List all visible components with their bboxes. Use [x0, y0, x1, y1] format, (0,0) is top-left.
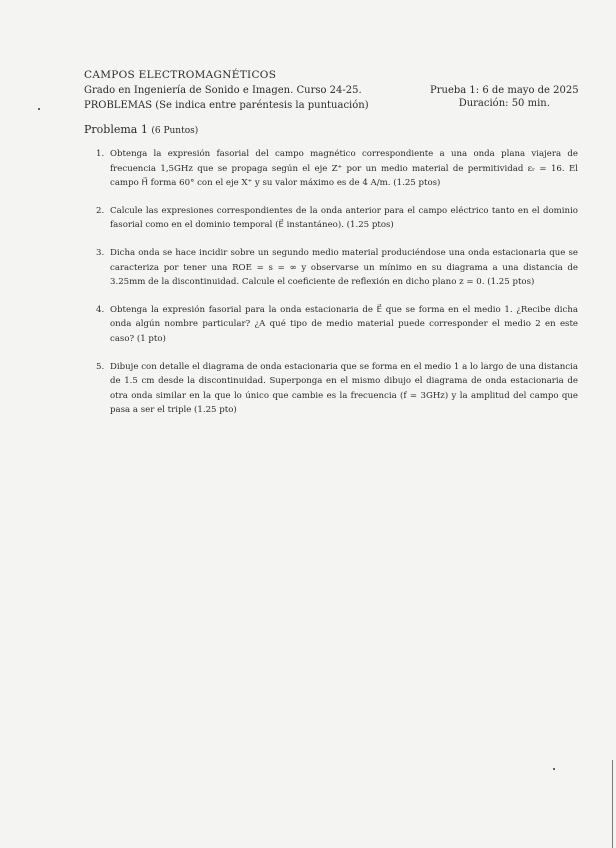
- question-text: Obtenga la expresión fasorial para la onda estacionaria de E⃗ que se forma en el medio 1. ¿Recibe dicha onda algún nombre particular? ¿A qué tipo de medio material puede corresponder el medio 2 en este caso? (1 pto): [110, 304, 578, 344]
- question-text: Dicha onda se hace incidir sobre un segundo medio material produciéndose una onda estacionaria que se caracteriza por tener una ROE = s = ∞ y observarse un mínimo en su diagrama a una distancia de 3.25mm de la discontinuidad. Calcule el coeficiente de reflexión en dicho plano z = 0. (1.25 ptos): [110, 247, 578, 288]
- exam-header-left: [84, 68, 369, 113]
- scan-speck: [38, 108, 40, 110]
- question-number: 3.: [96, 247, 105, 258]
- question-number: 1.: [96, 149, 105, 159]
- exam-date: Prueba 1: 6 de mayo de 2025: [430, 85, 579, 96]
- scan-speck: [553, 768, 555, 770]
- question-item: [96, 204, 578, 233]
- question-text: Obtenga la expresión fasorial del campo magnético correspondiente a una onda plana viajera de frecuencia 1,5GHz que se propaga según el eje Z⁺ por un medio material de permitividad εᵣ = 16. El campo H⃗ forma 60° con el eje X⁺ y su valor máximo es de 4 A/m. (1.25 ptos): [110, 149, 578, 189]
- question-text: Dibuje con detalle el diagrama de onda estacionaria que se forma en el medio 1 a lo largo de una distancia de 1.5 cm desde la discontinuidad. Superponga en el mismo dibujo el diagrama de onda estacionaria de otra onda similar en la que lo único que cambie es la frecuencia (f = 3GHz) y la amplitud del campo que pasa a ser el triple (1.25 pto): [110, 361, 578, 416]
- question-item: [96, 246, 578, 290]
- exam-duration: Duración: 50 min.: [458, 98, 550, 109]
- question-list: [96, 147, 578, 431]
- degree-line: Grado en Ingeniería de Sonido e Imagen. Curso 24-25.: [84, 85, 362, 96]
- course-title: CAMPOS ELECTROMAGNÉTICOS: [84, 69, 277, 81]
- question-number: 2.: [96, 205, 105, 216]
- problem-heading: [84, 123, 198, 136]
- question-item: [96, 303, 578, 347]
- problem-points: (6 Puntos): [151, 126, 199, 136]
- question-number: 4.: [96, 304, 105, 315]
- question-item: [96, 360, 578, 418]
- exam-header-right: [430, 84, 579, 110]
- scan-edge-line: [612, 760, 613, 848]
- question-item: [96, 147, 578, 191]
- section-line: PROBLEMAS (Se indica entre paréntesis la puntuación): [84, 100, 369, 111]
- question-text: Calcule las expresiones correspondientes de la onda anterior para el campo eléctrico tanto en el dominio fasorial como en el dominio temporal (E⃗ instantáneo). (1.25 ptos): [110, 205, 578, 231]
- problem-title: Problema 1: [84, 123, 148, 136]
- question-number: 5.: [96, 361, 105, 372]
